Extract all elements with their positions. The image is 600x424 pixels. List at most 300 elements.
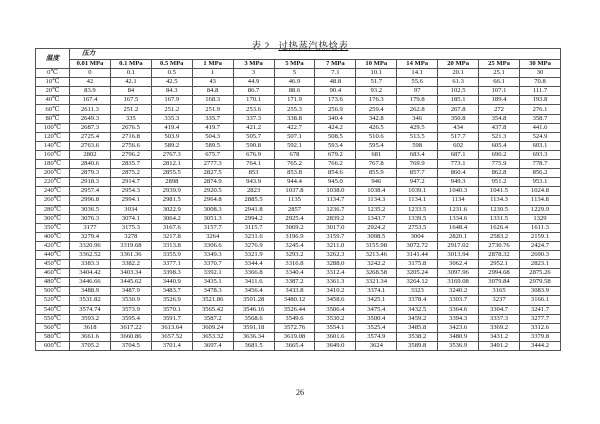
enthalpy-cell: 2874.9 (192, 178, 233, 187)
enthalpy-cell: 107.1 (479, 87, 520, 96)
enthalpy-cell: 2924.2 (356, 223, 397, 232)
enthalpy-cell: 1134.3 (479, 196, 520, 205)
enthalpy-cell: 3574.74 (70, 305, 111, 314)
enthalpy-cell: 1229.9 (519, 205, 560, 214)
enthalpy-cell: 3480.9 (438, 332, 479, 341)
enthalpy-cell: 3526.44 (274, 305, 315, 314)
table-row (36, 332, 561, 341)
enthalpy-cell: 3379.8 (519, 332, 560, 341)
enthalpy-cell: 1343.7 (356, 214, 397, 223)
temperature-cell: 180℃ (36, 160, 70, 169)
enthalpy-cell: 693.3 (519, 150, 560, 159)
enthalpy-cell: 3155.98 (356, 241, 397, 250)
enthalpy-cell: 3374.1 (356, 287, 397, 296)
temperature-cell: 100℃ (36, 123, 70, 132)
enthalpy-cell: 2827.5 (192, 169, 233, 178)
enthalpy-cell: 3425.1 (356, 296, 397, 305)
enthalpy-cell: 773.1 (438, 160, 479, 169)
enthalpy-cell: 855.9 (356, 169, 397, 178)
enthalpy-cell: 3303.7 (438, 296, 479, 305)
pressure-column-header: 3 MPa (233, 60, 274, 69)
enthalpy-cell: 1039.1 (397, 187, 438, 196)
enthalpy-cell: 3613.64 (151, 323, 192, 332)
temperature-cell: 550℃ (36, 314, 70, 323)
pressure-column-header: 0.01 MPa (70, 60, 111, 69)
enthalpy-cell: 944.4 (274, 178, 315, 187)
enthalpy-cell: 3175.3 (110, 223, 151, 232)
enthalpy-cell: 2767.3 (151, 150, 192, 159)
enthalpy-cell: 340.4 (315, 114, 356, 123)
enthalpy-cell: 3570.1 (151, 305, 192, 314)
table-row (36, 214, 561, 223)
enthalpy-cell: 853 (233, 169, 274, 178)
enthalpy-cell: 1231.6 (438, 205, 479, 214)
enthalpy-cell: 3431.2 (479, 332, 520, 341)
enthalpy-cell: 3665.4 (274, 341, 315, 350)
temperature-cell: 540℃ (36, 305, 70, 314)
enthalpy-cell: 346 (397, 114, 438, 123)
temperature-cell: 600℃ (36, 341, 70, 350)
enthalpy-cell: 3657.52 (151, 332, 192, 341)
enthalpy-cell: 86.7 (233, 87, 274, 96)
enthalpy-cell: 1134.7 (315, 196, 356, 205)
enthalpy-cell: 2981.5 (151, 196, 192, 205)
pressure-column-header: 0.1 MPa (110, 60, 151, 69)
enthalpy-cell: 765.2 (274, 160, 315, 169)
enthalpy-cell: 3279.4 (70, 232, 111, 241)
temperature-cell: 440℃ (36, 250, 70, 259)
enthalpy-cell: 335 (110, 114, 151, 123)
enthalpy-cell: 2914.7 (110, 178, 151, 187)
enthalpy-cell: 3478.3 (192, 287, 233, 296)
enthalpy-cell: 3456.4 (233, 287, 274, 296)
enthalpy-cell: 3383.3 (70, 260, 111, 269)
enthalpy-cell: 595.4 (356, 141, 397, 150)
enthalpy-cell: 167.5 (110, 96, 151, 105)
enthalpy-cell: 7.1 (315, 69, 356, 78)
enthalpy-cell: 3653.32 (192, 332, 233, 341)
enthalpy-cell: 3349.3 (192, 250, 233, 259)
enthalpy-cell: 3587.2 (192, 314, 233, 323)
enthalpy-cell: 1040.3 (438, 187, 479, 196)
enthalpy-cell: 2796.2 (110, 150, 151, 159)
enthalpy-cell: 5 (274, 69, 315, 78)
table-row (36, 341, 561, 350)
enthalpy-cell: 437.8 (479, 123, 520, 132)
enthalpy-cell: 3624 (356, 341, 397, 350)
enthalpy-cell: 1611.3 (519, 223, 560, 232)
enthalpy-cell: 862.8 (479, 169, 520, 178)
enthalpy-cell: 3459.2 (397, 314, 438, 323)
enthalpy-cell: 3392.1 (192, 269, 233, 278)
enthalpy-cell: 2753.5 (397, 223, 438, 232)
enthalpy-cell: 2994.1 (110, 196, 151, 205)
enthalpy-cell: 3064.2 (151, 214, 192, 223)
enthalpy-cell: 419.7 (192, 123, 233, 132)
table-row (36, 296, 561, 305)
enthalpy-cell: 2918.3 (70, 178, 111, 187)
enthalpy-cell: 84.3 (151, 87, 192, 96)
enthalpy-cell: 3262.3 (315, 250, 356, 259)
enthalpy-cell: 2159.1 (519, 232, 560, 241)
table-row (36, 323, 561, 332)
enthalpy-cell: 681 (356, 150, 397, 159)
enthalpy-cell: 256.9 (315, 105, 356, 114)
enthalpy-cell: 3411.6 (233, 278, 274, 287)
enthalpy-cell: 167.9 (151, 96, 192, 105)
enthalpy-cell: 592.1 (274, 141, 315, 150)
enthalpy-cell: 259.4 (356, 105, 397, 114)
enthalpy-cell: 3217.8 (151, 232, 192, 241)
enthalpy-cell: 167.4 (70, 96, 111, 105)
enthalpy-cell: 3051.3 (192, 214, 233, 223)
enthalpy-cell: 3530.9 (110, 296, 151, 305)
enthalpy-cell: 93.2 (356, 87, 397, 96)
enthalpy-cell: 775.9 (479, 160, 520, 169)
enthalpy-cell: 3076.3 (70, 214, 111, 223)
pressure-column-header: 25 MPa (479, 60, 520, 69)
table-row (36, 241, 561, 250)
temperature-cell: 80℃ (36, 114, 70, 123)
enthalpy-cell: 3321.9 (233, 250, 274, 259)
enthalpy-cell: 3316.8 (274, 260, 315, 269)
enthalpy-cell: 1236.7 (315, 205, 356, 214)
enthalpy-cell: 503.9 (151, 132, 192, 141)
pressure-column-header: 7 MPa (315, 60, 356, 69)
enthalpy-cell: 3500.4 (356, 314, 397, 323)
enthalpy-cell: 3097.96 (438, 269, 479, 278)
enthalpy-cell: 2725.4 (70, 132, 111, 141)
enthalpy-cell: 679.2 (315, 150, 356, 159)
enthalpy-cell: 358.7 (519, 114, 560, 123)
enthalpy-cell: 3382.2 (110, 260, 151, 269)
enthalpy-cell: 3141.44 (397, 250, 438, 259)
enthalpy-cell: 508.5 (315, 132, 356, 141)
enthalpy-cell: 3595.4 (110, 314, 151, 323)
enthalpy-cell: 3661.6 (70, 332, 111, 341)
enthalpy-cell: 3017.0 (315, 223, 356, 232)
enthalpy-cell: 1134 (438, 196, 479, 205)
enthalpy-cell: 335.3 (151, 114, 192, 123)
temperature-cell: 500℃ (36, 287, 70, 296)
enthalpy-cell: 3355.9 (151, 250, 192, 259)
enthalpy-cell: 66.1 (479, 78, 520, 87)
enthalpy-cell: 3403.34 (110, 269, 151, 278)
enthalpy-cell: 3601.6 (315, 332, 356, 341)
enthalpy-cell: 55.6 (397, 78, 438, 87)
enthalpy-cell: 3525.4 (356, 323, 397, 332)
enthalpy-cell: 676.9 (233, 150, 274, 159)
pressure-column-header: 0.5 MPa (151, 60, 192, 69)
enthalpy-cell: 589.5 (192, 141, 233, 150)
enthalpy-cell: 3320.96 (70, 241, 111, 250)
temperature-cell: 0℃ (36, 69, 70, 78)
table-row (36, 169, 561, 178)
enthalpy-cell: 25.1 (479, 69, 520, 78)
enthalpy-cell: 589.2 (151, 141, 192, 150)
enthalpy-cell: 3074.1 (110, 214, 151, 223)
pressure-column-header: 5 MPa (274, 60, 315, 69)
enthalpy-cell: 3013.94 (438, 250, 479, 259)
enthalpy-cell: 84.8 (192, 87, 233, 96)
table-row (36, 314, 561, 323)
temperature-cell: 580℃ (36, 332, 70, 341)
enthalpy-cell: 354.8 (479, 114, 520, 123)
enthalpy-cell: 3242.2 (356, 260, 397, 269)
enthalpy-cell: 3306.6 (192, 241, 233, 250)
enthalpy-cell: 946 (356, 178, 397, 187)
enthalpy-cell: 3344.4 (233, 260, 274, 269)
enthalpy-cell: 3488.9 (70, 287, 111, 296)
enthalpy-cell: 42.5 (151, 78, 192, 87)
enthalpy-cell: 2925.4 (274, 214, 315, 223)
enthalpy-cell: 51.7 (356, 78, 397, 87)
enthalpy-cell: 2763.6 (70, 141, 111, 150)
enthalpy-cell: 88.6 (274, 87, 315, 96)
enthalpy-cell: 3458.6 (315, 296, 356, 305)
enthalpy-cell: 3487.9 (110, 287, 151, 296)
enthalpy-cell: 1024.8 (519, 187, 560, 196)
enthalpy-cell: 3649.0 (315, 341, 356, 350)
pressure-column-header: 1 MPa (192, 60, 233, 69)
enthalpy-cell: 2979.58 (519, 278, 560, 287)
enthalpy-cell: 2812.1 (151, 160, 192, 169)
enthalpy-cell: 3445.62 (110, 278, 151, 287)
enthalpy-cell: 3549.6 (274, 314, 315, 323)
superheated-steam-enthalpy-table (35, 48, 561, 351)
table-row (36, 187, 561, 196)
enthalpy-cell: 3240.2 (438, 287, 479, 296)
enthalpy-cell: 3483.7 (151, 287, 192, 296)
enthalpy-cell: 3313.8 (151, 241, 192, 250)
enthalpy-cell: 3276.9 (233, 241, 274, 250)
enthalpy-cell: 2676.5 (110, 123, 151, 132)
enthalpy-cell: 857.7 (397, 169, 438, 178)
enthalpy-cell: 2690.3 (519, 250, 560, 259)
enthalpy-cell: 524.9 (519, 132, 560, 141)
enthalpy-cell: 3 (233, 69, 274, 78)
enthalpy-cell: 1037.8 (274, 187, 315, 196)
enthalpy-cell: 3362.52 (70, 250, 111, 259)
enthalpy-cell: 3361.3 (315, 278, 356, 287)
enthalpy-cell: 2875.2 (110, 169, 151, 178)
table-row (36, 150, 561, 159)
enthalpy-cell: 2898 (151, 178, 192, 187)
enthalpy-cell: 3245.4 (274, 241, 315, 250)
table-row (36, 178, 561, 187)
enthalpy-cell: 168.3 (192, 96, 233, 105)
enthalpy-cell: 678 (274, 150, 315, 159)
enthalpy-cell: 3705.2 (70, 341, 111, 350)
enthalpy-cell: 2941.8 (233, 205, 274, 214)
enthalpy-cell: 2952.1 (479, 260, 520, 269)
table-label: 表 2 (251, 42, 270, 52)
enthalpy-cell: 3083.9 (519, 287, 560, 296)
enthalpy-cell: 3213.46 (356, 250, 397, 259)
enthalpy-cell: 255.3 (274, 105, 315, 114)
enthalpy-cell: 3554.1 (315, 323, 356, 332)
enthalpy-cell: 505.7 (233, 132, 274, 141)
enthalpy-cell: 766.2 (315, 160, 356, 169)
enthalpy-cell: 3573.9 (110, 305, 151, 314)
enthalpy-cell: 2777.3 (192, 160, 233, 169)
enthalpy-cell: 856.2 (519, 169, 560, 178)
enthalpy-cell: 70.8 (519, 78, 560, 87)
page-number: 26 (296, 388, 304, 397)
enthalpy-cell: 3069.2 (274, 223, 315, 232)
enthalpy-cell: 945.0 (315, 178, 356, 187)
enthalpy-cell: 2994.2 (233, 214, 274, 223)
enthalpy-cell: 3340.4 (274, 269, 315, 278)
enthalpy-cell: 3098.5 (356, 232, 397, 241)
temperature-cell: 60℃ (36, 105, 70, 114)
enthalpy-cell: 590.8 (233, 141, 274, 150)
enthalpy-cell: 2611.3 (70, 105, 111, 114)
enthalpy-cell: 3241.7 (519, 305, 560, 314)
enthalpy-cell: 3565.42 (192, 305, 233, 314)
table-row (36, 114, 561, 123)
enthalpy-cell: 1041.5 (479, 187, 520, 196)
enthalpy-cell: 3293.2 (274, 250, 315, 259)
enthalpy-cell: 2920.5 (192, 187, 233, 196)
enthalpy-cell: 3404.42 (70, 269, 111, 278)
table-row (36, 205, 561, 214)
enthalpy-cell: 953.1 (519, 178, 560, 187)
temperature-cell: 10℃ (36, 78, 70, 87)
enthalpy-cell: 424.2 (315, 123, 356, 132)
enthalpy-cell: 3312.4 (315, 269, 356, 278)
enthalpy-cell: 951.2 (479, 178, 520, 187)
temperature-cell: 480℃ (36, 278, 70, 287)
enthalpy-cell: 687.1 (438, 150, 479, 159)
enthalpy-cell: 1626.4 (479, 223, 520, 232)
enthalpy-cell: 507.1 (274, 132, 315, 141)
enthalpy-cell: 690.2 (479, 150, 520, 159)
enthalpy-cell: 3337.3 (479, 314, 520, 323)
temperature-cell: 560℃ (36, 323, 70, 332)
enthalpy-cell: 1329 (519, 214, 560, 223)
enthalpy-cell: 602 (438, 141, 479, 150)
enthalpy-cell: 3165 (479, 287, 520, 296)
temperature-cell: 520℃ (36, 296, 70, 305)
temperature-cell: 280℃ (36, 205, 70, 214)
enthalpy-cell: 2802 (70, 150, 111, 159)
temperature-header: 温度 (36, 49, 70, 69)
enthalpy-cell: 1331.5 (479, 214, 520, 223)
enthalpy-cell: 3264.12 (397, 278, 438, 287)
enthalpy-cell: 173.6 (315, 96, 356, 105)
table-row (36, 278, 561, 287)
enthalpy-cell: 3660.86 (110, 332, 151, 341)
enthalpy-cell: 90.4 (315, 87, 356, 96)
table-row (36, 132, 561, 141)
enthalpy-cell: 3036.5 (70, 205, 111, 214)
enthalpy-cell: 83.9 (70, 87, 111, 96)
temperature-cell: 240℃ (36, 187, 70, 196)
enthalpy-cell: 3398.3 (151, 269, 192, 278)
enthalpy-cell: 3444.2 (519, 341, 560, 350)
enthalpy-cell: 2855.5 (151, 169, 192, 178)
enthalpy-cell: 3681.5 (233, 341, 274, 350)
enthalpy-cell: 3617.22 (110, 323, 151, 332)
temperature-cell: 120℃ (36, 132, 70, 141)
enthalpy-cell: 3034 (110, 205, 151, 214)
table-row (36, 78, 561, 87)
enthalpy-cell: 3004 (397, 232, 438, 241)
enthalpy-cell: 517.7 (438, 132, 479, 141)
enthalpy-cell: 2964.8 (192, 196, 233, 205)
enthalpy-cell: 251.9 (192, 105, 233, 114)
enthalpy-cell: 3062.4 (438, 260, 479, 269)
enthalpy-cell: 2687.3 (70, 123, 111, 132)
enthalpy-cell: 111.7 (519, 87, 560, 96)
enthalpy-cell: 419.4 (151, 123, 192, 132)
enthalpy-cell: 3568.6 (233, 314, 274, 323)
enthalpy-cell: 3008.3 (192, 205, 233, 214)
enthalpy-cell: 1334.6 (438, 214, 479, 223)
enthalpy-cell: 3378.4 (397, 296, 438, 305)
enthalpy-cell: 2583.2 (479, 232, 520, 241)
enthalpy-cell: 3377.1 (151, 260, 192, 269)
enthalpy-cell: 949.3 (438, 178, 479, 187)
enthalpy-cell: 276.1 (519, 105, 560, 114)
enthalpy-cell: 1 (192, 69, 233, 78)
enthalpy-cell: 3394.3 (438, 314, 479, 323)
enthalpy-cell: 2996.8 (70, 196, 111, 205)
enthalpy-cell: 3159.7 (315, 232, 356, 241)
enthalpy-cell: 0 (70, 69, 111, 78)
enthalpy-cell: 3591.18 (233, 323, 274, 332)
enthalpy-cell: 513.5 (397, 132, 438, 141)
enthalpy-cell: 3268.58 (356, 269, 397, 278)
enthalpy-cell: 1233.5 (397, 205, 438, 214)
enthalpy-cell: 272 (479, 105, 520, 114)
enthalpy-cell: 193.8 (519, 96, 560, 105)
enthalpy-cell: 2885.5 (233, 196, 274, 205)
enthalpy-cell: 44.9 (233, 78, 274, 87)
enthalpy-cell: 3572.76 (274, 323, 315, 332)
enthalpy-cell: 2716.8 (110, 132, 151, 141)
enthalpy-cell: 0.5 (151, 69, 192, 78)
table-row (36, 260, 561, 269)
enthalpy-cell: 97 (397, 87, 438, 96)
enthalpy-cell: 3526.9 (151, 296, 192, 305)
enthalpy-cell: 3432.5 (397, 305, 438, 314)
enthalpy-cell: 170.1 (233, 96, 274, 105)
enthalpy-cell: 2878.32 (479, 250, 520, 259)
enthalpy-cell: 3501.28 (233, 296, 274, 305)
enthalpy-cell: 338.8 (274, 114, 315, 123)
enthalpy-cell: 267.8 (438, 105, 479, 114)
enthalpy-cell: 48.8 (315, 78, 356, 87)
enthalpy-cell: 42 (70, 78, 111, 87)
enthalpy-cell: 2875.26 (519, 269, 560, 278)
enthalpy-cell: 3370.7 (192, 260, 233, 269)
enthalpy-cell: 46.9 (274, 78, 315, 87)
table-row (36, 223, 561, 232)
enthalpy-cell: 441.6 (519, 123, 560, 132)
enthalpy-cell: 0.1 (110, 69, 151, 78)
enthalpy-cell: 2840.6 (70, 160, 111, 169)
enthalpy-cell: 429.5 (397, 123, 438, 132)
table-row (36, 160, 561, 169)
enthalpy-cell: 3361.36 (110, 250, 151, 259)
temperature-cell: 220℃ (36, 178, 70, 187)
enthalpy-cell: 2917.02 (438, 241, 479, 250)
enthalpy-cell: 3196.9 (274, 232, 315, 241)
enthalpy-cell: 3538.2 (397, 332, 438, 341)
table-row (36, 269, 561, 278)
